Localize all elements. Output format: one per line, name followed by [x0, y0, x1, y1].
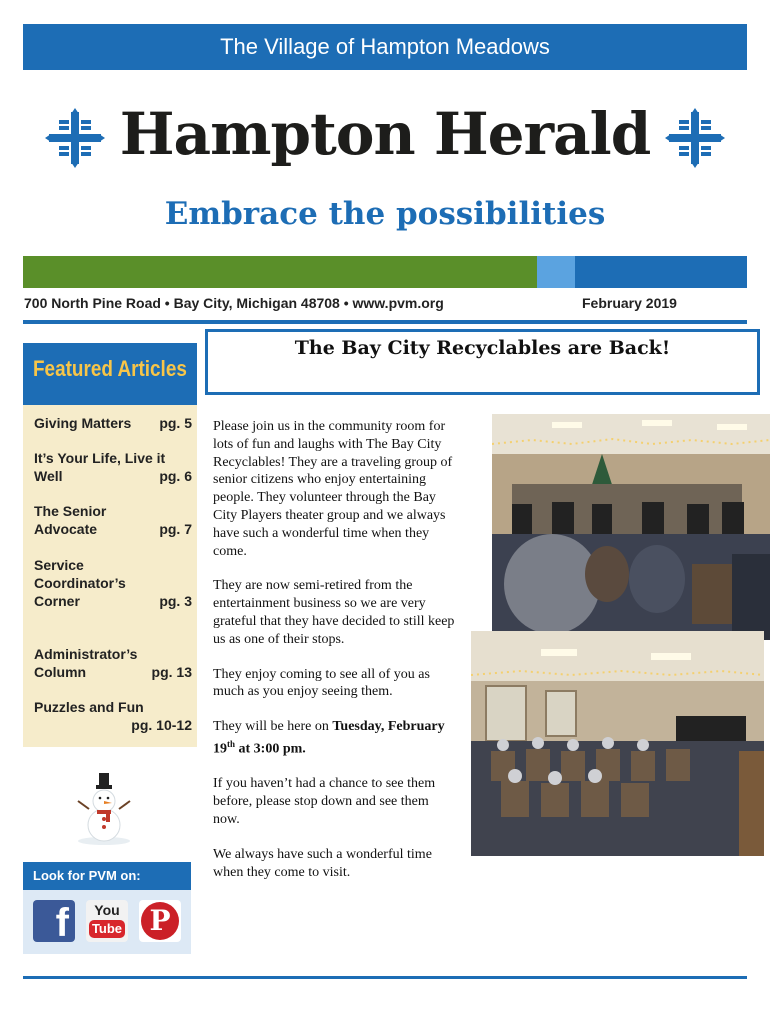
pinterest-icon[interactable]: [139, 900, 181, 942]
featured-item-label: Advocate: [34, 521, 98, 537]
featured-item-label: Coordinator’s: [34, 575, 126, 591]
featured-item-page: pg. 6: [159, 468, 192, 484]
community-banner: The Village of Hampton Meadows: [23, 24, 747, 70]
featured-item-label: Giving Matters: [34, 415, 132, 431]
featured-item-page: pg. 10-12: [131, 717, 192, 733]
featured-item: [34, 698, 192, 733]
divider: [23, 320, 747, 324]
featured-item-page: pg. 5: [159, 415, 192, 431]
issue-date: February 2019: [582, 295, 677, 311]
featured-item-label: Administrator’s: [34, 646, 138, 662]
facebook-icon[interactable]: [33, 900, 75, 945]
featured-item-page: pg. 3: [159, 593, 192, 609]
article-paragraph: If you haven’t had a chance to see them before, please stop down and see them now.: [213, 776, 436, 827]
featured-item-label: Service: [34, 557, 84, 573]
audience-photo: [471, 631, 764, 856]
article-paragraph: [213, 718, 458, 758]
featured-item-page: pg. 7: [159, 521, 192, 537]
featured-item: [34, 556, 192, 610]
featured-item-label: Column: [34, 664, 87, 680]
cross-logo-icon: [665, 108, 725, 168]
event-date: Tuesday, February 19: [213, 719, 445, 757]
featured-item: [34, 645, 192, 681]
featured-title: Featured Articles: [33, 356, 187, 381]
event-time: at 3:00 pm.: [235, 741, 306, 757]
masthead-title: Hampton Herald: [119, 100, 651, 168]
featured-item: [34, 502, 192, 538]
featured-item: [34, 449, 192, 485]
decorative-bar: [537, 256, 575, 288]
article-paragraph: They enjoy coming to see all of you as much as you enjoy seeing them.: [213, 666, 430, 700]
article-paragraph: They are now semi-retired from the entertainment business so we are very grateful that they have decided to still keep us as one of their stops.: [213, 578, 455, 647]
decorative-bar: [23, 256, 537, 288]
paragraph-text: They will be here on: [213, 719, 333, 735]
youtube-label-bottom: Tube: [89, 920, 125, 938]
featured-item-label: Corner: [34, 593, 80, 609]
featured-item-page: pg. 13: [151, 664, 192, 680]
social-links: [23, 890, 191, 954]
featured-item-label: The Senior: [34, 503, 107, 519]
article-paragraph: We always have such a wonderful time when they come to visit.: [213, 846, 432, 880]
tagline: Embrace the possibilities: [164, 196, 606, 232]
featured-item-label: Well: [34, 468, 63, 484]
pinterest-glyph: P: [141, 902, 179, 940]
featured-item-label: Puzzles and Fun: [34, 699, 144, 715]
snowman-icon: [74, 767, 134, 845]
performance-photo: [492, 414, 770, 640]
featured-list: [23, 405, 197, 747]
facebook-glyph: f: [55, 901, 69, 945]
article-body: [213, 418, 458, 898]
featured-item-label: It’s Your Life, Live it: [34, 450, 166, 466]
featured-item: [34, 414, 192, 432]
article-headline: The Bay City Recyclables are Back!: [294, 337, 671, 359]
youtube-icon[interactable]: [86, 900, 128, 942]
youtube-label-top: You: [94, 902, 120, 918]
divider: [23, 976, 747, 979]
social-header: Look for PVM on:: [23, 862, 191, 890]
article-paragraph: Please join us in the community room for lots of fun and laughs with The Bay City Recyclables! They are a traveling group of senior citizens who enjoy entertaining people. They volunteer through the Bay City Players theater group and we always have such a wonderful time when they come.: [213, 419, 453, 559]
date-suffix: th: [227, 738, 236, 749]
decorative-bar: [575, 256, 747, 288]
address-line: 700 North Pine Road • Bay City, Michigan 48708 • www.pvm.org: [24, 295, 444, 311]
